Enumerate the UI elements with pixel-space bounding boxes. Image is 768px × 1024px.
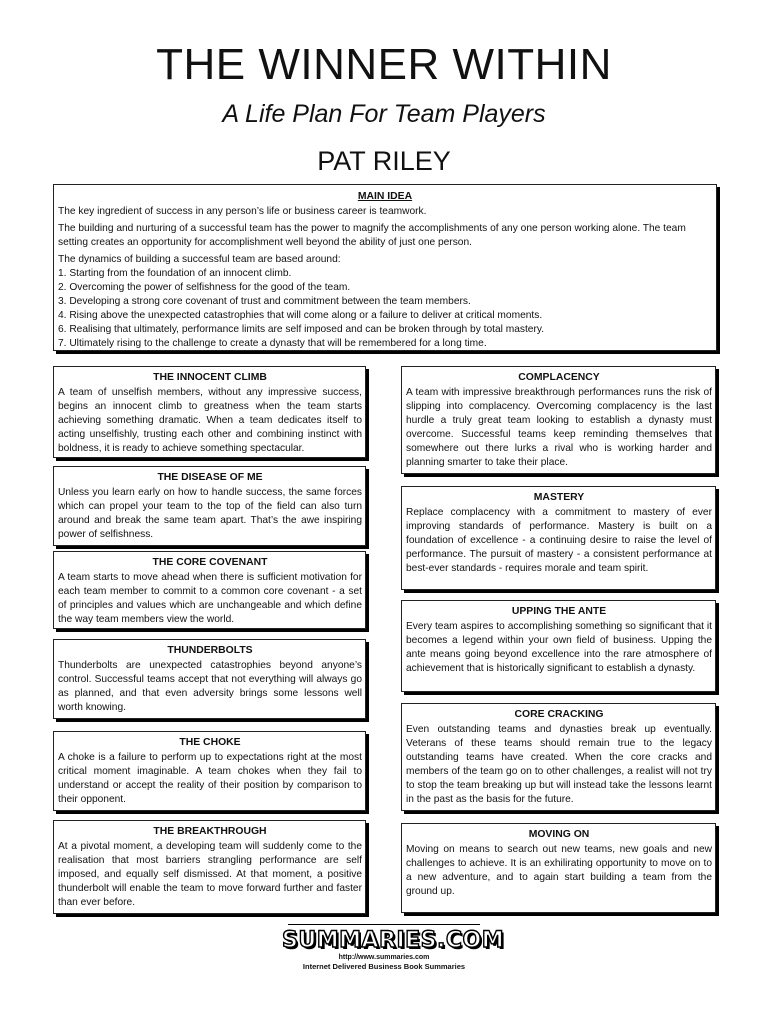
section-mastery [401, 486, 716, 590]
main-idea-list-item: 1. Starting from the foundation of an innocent climb. [58, 268, 292, 279]
section-innocent-climb [53, 366, 366, 458]
section-choke [53, 731, 366, 811]
main-idea-list-item: 3. Developing a strong core covenant of trust and commitment between the team members. [58, 296, 471, 307]
main-idea-list-item: 7. Ultimately rising to the challenge to create a dynasty that will be remembered for a long time. [58, 338, 487, 349]
main-idea-paragraph-1: The key ingredient of success in any person’s life or business career is teamwork. [58, 206, 427, 217]
section-text: A choke is a failure to perform up to expectations right at the most critical moment imaginable. A team chokes when they fail to understand or accept the reality of their position by comparison to their opponent. [58, 752, 362, 805]
section-moving-on [401, 823, 716, 913]
section-heading: THE INNOCENT CLIMB [153, 372, 267, 383]
document-author: PAT RILEY [317, 146, 451, 176]
section-heading: THE DISEASE OF ME [157, 472, 263, 483]
section-text: At a pivotal moment, a developing team will suddenly come to the realisation that most barriers strangling performance are self imposed, and equally self dismissed. At that moment, a positive thunderbolt will enable the team to move forward further and faster than ever before. [58, 841, 362, 908]
document-title: THE WINNER WITHIN [156, 40, 612, 89]
main-idea-list-item: 4. Rising above the unexpected catastrophies that will come along or a failure to deliver at critical moments. [58, 310, 543, 321]
section-text: Even outstanding teams and dynasties break up eventually. Veterans of these teams should remain true to the legacy outstanding teams have created. When the core cracks and members of the team go on to other challenges, a realist will not try to stop the team breaking up but will instead take the lessons learnt in the past as the basis for the future. [406, 724, 712, 805]
main-idea-list-item: 2. Overcoming the power of selfishness for the good of the team. [58, 282, 351, 293]
main-idea-list-item: 6. Realising that ultimately, performance limits are self imposed and can be broken through by total mastery. [58, 324, 545, 335]
main-idea-paragraph-2: The building and nurturing of a successful team has the power to magnify the accomplishments of any one person working alone. The team setting creates an opportunity for accomplishment well beyond the ability of just one person. [58, 223, 686, 248]
section-text: A team starts to move ahead when there is sufficient motivation for each team member to commit to a common core covenant - a set of principles and values which are unchangeable and which define the way team members view the world. [58, 572, 362, 625]
section-heading: UPPING THE ANTE [511, 606, 607, 617]
section-disease-of-me [53, 466, 366, 546]
section-heading: MASTERY [533, 492, 585, 503]
section-core-cracking [401, 703, 716, 811]
main-idea-intro: The dynamics of building a successful team are based around: [58, 254, 341, 265]
document-subtitle: A Life Plan For Team Players [222, 100, 546, 128]
section-heading: THUNDERBOLTS [167, 645, 253, 656]
section-upping-the-ante [401, 600, 716, 692]
logo-wordmark: SUMMARIES.COM [282, 928, 505, 953]
logo-url: http://www.summaries.com [338, 954, 430, 961]
section-thunderbolts [53, 639, 366, 719]
logo-rule [288, 924, 480, 925]
section-heading: THE BREAKTHROUGH [153, 826, 267, 837]
logo-tagline: Internet Delivered Business Book Summaries [302, 962, 466, 971]
section-core-covenant [53, 551, 366, 629]
main-idea-list [58, 267, 712, 351]
section-text: A team of unselfish members, without any impressive success, begins an innocent climb to greatness when the team starts achieving something dramatic. When a team dedicates itself to acting unselfishly, trusting each other and combining instinct with boldness, it is ready to achieve something spectacular. [58, 387, 362, 454]
section-text: Unless you learn early on how to handle success, the same forces which can propel your team to the top of the field can also turn around and break the same team apart. That’s the awe inspiring power of selfishness. [58, 487, 362, 540]
section-heading: CORE CRACKING [514, 709, 604, 720]
section-breakthrough [53, 820, 366, 914]
section-text: Replace complacency with a commitment to mastery of ever improving standards of performance. Mastery is built on a foundation of excellence - a continuing desire to raise the level of performance. The pursuit of mastery - a consistent performance at best-ever standards - requires morale and team spirit. [406, 507, 712, 574]
section-text: A team with impressive breakthrough performances runs the risk of slipping into complacency. Overcoming complacency is the last hurdle a truly great team looking to establish a dynasty must overcome. Successful teams keep reminding themselves that somewhere out there lurks a rival who is working harder and planning smarter to take their place. [406, 387, 712, 468]
section-heading: THE CORE COVENANT [152, 557, 268, 568]
section-complacency [401, 366, 716, 474]
section-text: Thunderbolts are unexpected catastrophies beyond anyone’s control. Successful teams accept that not everything will always go as planned, and that even adversity brings some lessons well worth knowing. [58, 660, 362, 713]
section-text: Moving on means to search out new teams, new goals and new challenges to achieve. It is an exhilirating opportunity to move on to a new adventure, and to again start building a team from the ground up. [406, 844, 712, 897]
summaries-logo [282, 924, 505, 974]
section-heading: MOVING ON [528, 829, 590, 840]
main-idea-heading: MAIN IDEA [357, 191, 413, 202]
section-text: Every team aspires to accomplishing something so significant that it becomes a legend within your own field of business. Upping the ante means going beyond excellence into the rare atmosphere of achievement that is historically significant to establish a dynasty. [406, 621, 712, 674]
main-idea-box [53, 184, 717, 351]
section-heading: COMPLACENCY [518, 372, 600, 383]
section-heading: THE CHOKE [179, 737, 241, 748]
